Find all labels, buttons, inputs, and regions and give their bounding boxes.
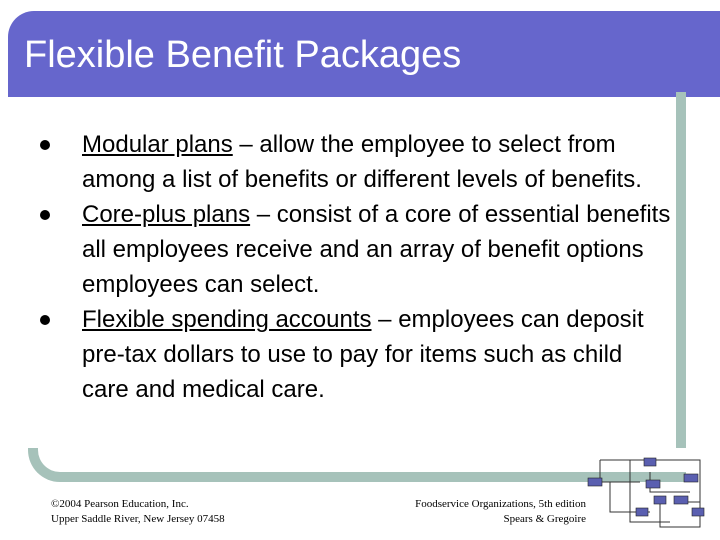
slide-title: Flexible Benefit Packages bbox=[24, 34, 462, 76]
bullet-list bbox=[38, 127, 672, 407]
bullet-item-flexible-spending-accounts bbox=[38, 302, 672, 407]
bullet-text: – consist of a core of essential benefits all employees receive and an array of benefit options employees can select. bbox=[82, 201, 671, 298]
footer-authors: Spears & Gregoire bbox=[503, 513, 586, 525]
bullet-term: Modular plans bbox=[82, 131, 233, 158]
bullet-term: Flexible spending accounts bbox=[82, 306, 372, 333]
frame-right-edge bbox=[676, 92, 686, 448]
bullet-text: – allow the employee to select from among a list of benefits or different levels of benefits. bbox=[82, 131, 642, 193]
bullet-dot-icon bbox=[40, 315, 50, 325]
footer-book-info bbox=[390, 497, 586, 527]
bullet-dot-icon bbox=[40, 210, 50, 220]
flowchart-decoration-icon bbox=[580, 452, 710, 534]
bullet-text: – employees can deposit pre-tax dollars to use to pay for items such as child care and medical care. bbox=[82, 306, 644, 403]
footer-copyright-line: ©2004 Pearson Education, Inc. bbox=[51, 498, 189, 510]
bullet-dot-icon bbox=[40, 140, 50, 150]
bullet-item-modular-plans bbox=[38, 127, 672, 197]
footer-copyright bbox=[51, 497, 225, 527]
title-underline bbox=[8, 102, 644, 107]
footer-book-title: Foodservice Organizations, 5th edition bbox=[415, 498, 586, 510]
bullet-term: Core-plus plans bbox=[82, 201, 251, 228]
footer-address-line: Upper Saddle River, New Jersey 07458 bbox=[51, 513, 225, 525]
bullet-item-core-plus-plans bbox=[38, 197, 672, 302]
